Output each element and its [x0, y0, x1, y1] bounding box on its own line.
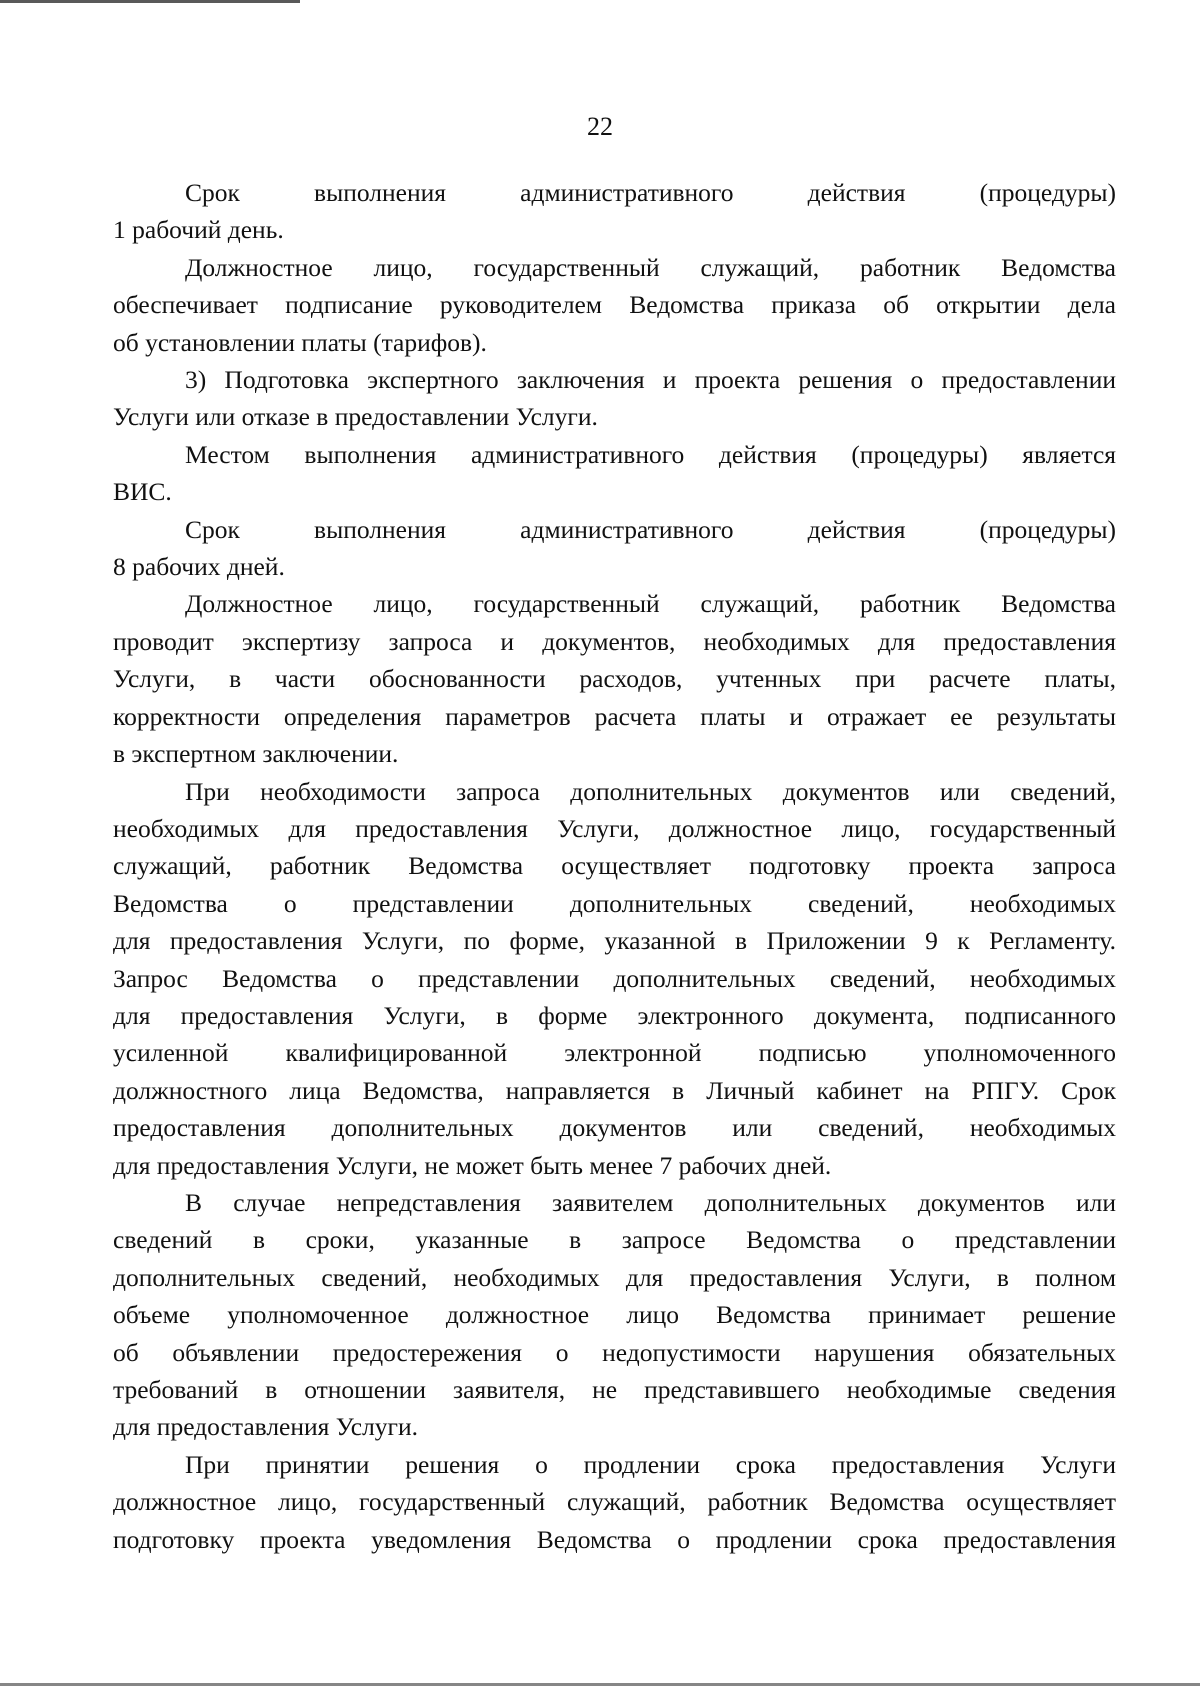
text-line: В случае непредставления заявителем дополнительных документов или: [185, 1187, 1116, 1217]
text-line: должностное лицо, государственный служащий, работник Ведомства осуществляет: [113, 1487, 1116, 1517]
paragraph: [113, 1184, 1116, 1446]
text-line: для предоставления Услуги, по форме, указанной в Приложении 9 к Регламенту.: [113, 926, 1116, 956]
text-line: Услуги, в части обоснованности расходов, учтенных при расчете платы,: [113, 664, 1116, 694]
paragraph: [113, 585, 1116, 772]
document-body: [113, 174, 1116, 1558]
text-line: объеме уполномоченное должностное лицо Ведомства принимает решение: [113, 1300, 1116, 1330]
text-line: об установлении платы (тарифов).: [113, 327, 487, 357]
text-line: Срок выполнения административного действия (процедуры): [185, 178, 1116, 207]
text-line: дополнительных сведений, необходимых для предоставления Услуги, в полном: [113, 1262, 1116, 1292]
text-line: Запрос Ведомства о представлении дополнительных сведений, необходимых: [113, 963, 1116, 993]
text-line: служащий, работник Ведомства осуществляет подготовку проекта запроса: [113, 851, 1116, 881]
paragraph: [113, 511, 1116, 586]
paragraph: [113, 773, 1116, 1184]
text-line: Местом выполнения административного действия (процедуры) является: [185, 439, 1116, 469]
text-line: для предоставления Услуги.: [113, 1412, 419, 1442]
paragraph: [113, 361, 1116, 436]
text-line: необходимых для предоставления Услуги, должностное лицо, государственный: [113, 813, 1116, 843]
text-line: сведений в сроки, указанные в запросе Ведомства о представлении: [113, 1225, 1116, 1255]
text-line: предоставления дополнительных документов или сведений, необходимых: [113, 1113, 1116, 1143]
text-line: Услуги или отказе в предоставлении Услуги.: [113, 402, 598, 432]
paragraph: [113, 436, 1116, 511]
paragraph: [113, 249, 1116, 361]
text-line: подготовку проекта уведомления Ведомства о продлении срока предоставления: [113, 1524, 1116, 1554]
text-line: проводит экспертизу запроса и документов, необходимых для предоставления: [113, 626, 1116, 656]
text-line: Ведомства о представлении дополнительных сведений, необходимых: [113, 888, 1116, 918]
paragraph: [113, 174, 1116, 249]
text-line: 1 рабочий день.: [113, 215, 284, 245]
text-line: корректности определения параметров расчета платы и отражает ее результаты: [113, 701, 1116, 731]
scan-edge-top: [0, 0, 300, 3]
page-number: 22: [587, 112, 613, 141]
text-line: требований в отношении заявителя, не представившего необходимые сведения: [113, 1375, 1116, 1404]
text-line: для предоставления Услуги, не может быть менее 7 рабочих дней.: [113, 1150, 832, 1180]
text-line: 3) Подготовка экспертного заключения и проекта решения о предоставлении: [185, 365, 1116, 395]
text-line: обеспечивает подписание руководителем Ведомства приказа об открытии дела: [113, 290, 1116, 320]
text-line: При необходимости запроса дополнительных документов или сведений,: [185, 776, 1116, 806]
text-line: об объявлении предостережения о недопустимости нарушения обязательных: [113, 1337, 1116, 1367]
text-line: Срок выполнения административного действия (процедуры): [185, 514, 1116, 544]
text-line: Должностное лицо, государственный служащий, работник Ведомства: [185, 252, 1116, 282]
text-line: в экспертном заключении.: [113, 739, 399, 769]
text-line: 8 рабочих дней.: [113, 552, 285, 582]
text-line: должностного лица Ведомства, направляется в Личный кабинет на РПГУ. Срок: [113, 1075, 1116, 1105]
text-line: Должностное лицо, государственный служащий, работник Ведомства: [185, 589, 1116, 619]
text-line: для предоставления Услуги, в форме электронного документа, подписанного: [113, 1000, 1116, 1030]
paragraph: [113, 1446, 1116, 1558]
text-line: При принятии решения о продлении срока предоставления Услуги: [185, 1449, 1116, 1479]
text-line: ВИС.: [113, 477, 172, 507]
text-line: усиленной квалифицированной электронной подписью уполномоченного: [113, 1038, 1116, 1068]
